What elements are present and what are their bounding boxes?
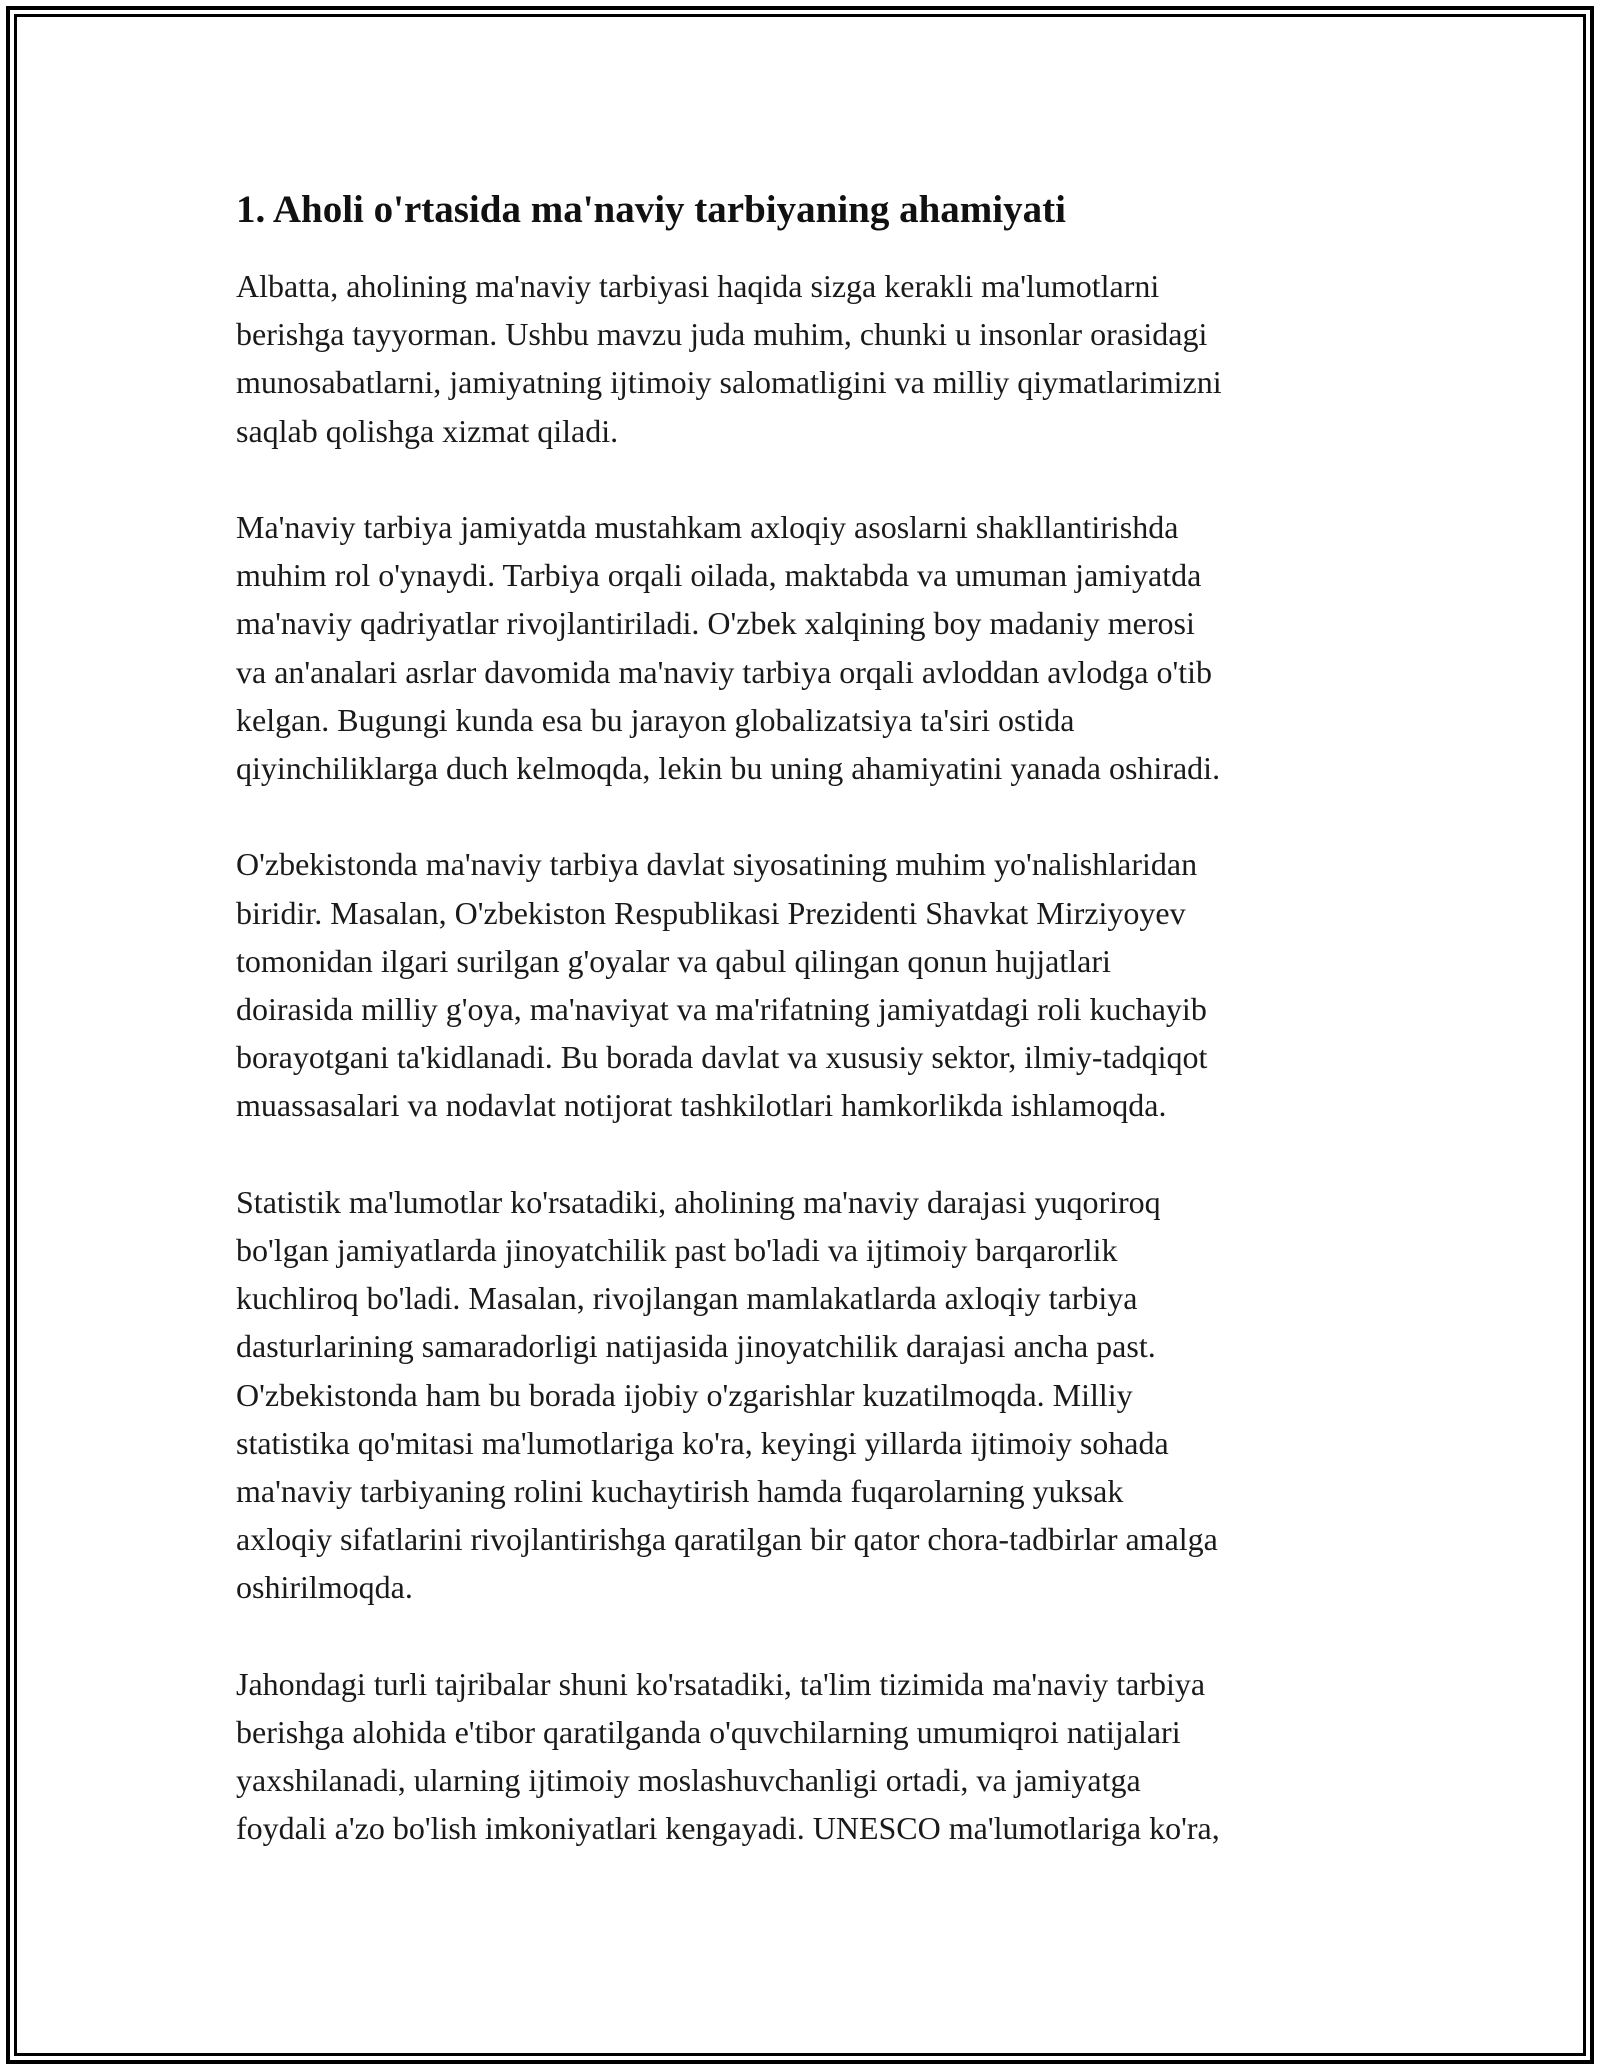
paragraph-state-policy [236,840,1376,1129]
text-line: qiyinchiliklarga duch kelmoqda, lekin bu uning ahamiyatini yanada oshiradi. [236,750,1221,787]
text-line: biridir. Masalan, O'zbekiston Respublikasi Prezidenti Shavkat Mirziyoyev [236,894,1186,931]
paragraph-world-experience [236,1660,1376,1853]
text-line: munosabatlarni, jamiyatning ijtimoiy salomatligini va milliy qiymatlarimizni [236,364,1222,401]
text-line: statistika qo'mitasi ma'lumotlariga ko'ra, keyingi yillarda ijtimoiy sohada [236,1424,1169,1461]
section-heading: 1. Aholi o'rtasida ma'naviy tarbiyaning ahamiyati [236,188,1066,231]
text-line: berishga alohida e'tibor qaratilganda o'quvchilarning umumiqroi natijalari [236,1714,1181,1751]
paragraph-moral-foundations [236,503,1376,792]
text-line: Statistik ma'lumotlar ko'rsatadiki, aholining ma'naviy darajasi yuqoriroq [236,1183,1161,1220]
document-body [236,186,1376,1901]
text-line: doirasida milliy g'oya, ma'naviyat va ma'rifatning jamiyatdagi roli kuchayib [236,991,1207,1028]
text-line: borayotgani ta'kidlanadi. Bu borada davlat va xususiy sektor, ilmiy-tadqiqot [236,1039,1208,1076]
text-line: yaxshilanadi, ularning ijtimoiy moslashuvchanligi ortadi, va jamiyatga [236,1762,1141,1799]
text-line: muassasalari va nodavlat notijorat tashkilotlari hamkorlikda ishlamoqda. [236,1087,1167,1124]
text-line: axloqiy sifatlarini rivojlantirishga qaratilgan bir qator chora-tadbirlar amalga [236,1521,1218,1558]
text-line: oshirilmoqda. [236,1569,413,1606]
text-line: ma'naviy tarbiyaning rolini kuchaytirish hamda fuqarolarning yuksak [236,1473,1124,1510]
text-line: O'zbekistonda ham bu borada ijobiy o'zgarishlar kuzatilmoqda. Milliy [236,1376,1133,1413]
text-line: bo'lgan jamiyatlarda jinoyatchilik past bo'ladi va ijtimoiy barqarorlik [236,1232,1118,1269]
text-line: va an'analari asrlar davomida ma'naviy tarbiya orqali avloddan avlodga o'tib [236,653,1213,690]
text-line: ma'naviy qadriyatlar rivojlantiriladi. O'zbek xalqining boy madaniy merosi [236,605,1195,642]
text-line: berishga tayyorman. Ushbu mavzu juda muhim, chunki u insonlar orasidagi [236,316,1208,353]
text-line: dasturlarining samaradorligi natijasida jinoyatchilik darajasi ancha past. [236,1328,1156,1365]
text-line: saqlab qolishga xizmat qiladi. [236,412,619,449]
text-line: tomonidan ilgari surilgan g'oyalar va qabul qilingan qonun hujjatlari [236,942,1111,979]
text-line: kuchliroq bo'ladi. Masalan, rivojlangan mamlakatlarda axloqiy tarbiya [236,1280,1138,1317]
text-line: muhim rol o'ynaydi. Tarbiya orqali oilada, maktabda va umuman jamiyatda [236,557,1202,594]
paragraph-intro [236,262,1376,455]
text-line: foydali a'zo bo'lish imkoniyatlari kengayadi. UNESCO ma'lumotlariga ko'ra, [236,1810,1220,1847]
text-line: Ma'naviy tarbiya jamiyatda mustahkam axloqiy asoslarni shakllantirishda [236,509,1179,545]
text-line: O'zbekistonda ma'naviy tarbiya davlat siyosatining muhim yo'nalishlaridan [236,846,1198,883]
text-line: Albatta, aholining ma'naviy tarbiyasi haqida sizga kerakli ma'lumotlarni [236,268,1160,304]
text-line: kelgan. Bugungi kunda esa bu jarayon globalizatsiya ta'siri ostida [236,701,1075,738]
text-line: Jahondagi turli tajribalar shuni ko'rsatadiki, ta'lim tizimida ma'naviy tarbiya [236,1665,1206,1702]
paragraph-statistics [236,1178,1376,1612]
